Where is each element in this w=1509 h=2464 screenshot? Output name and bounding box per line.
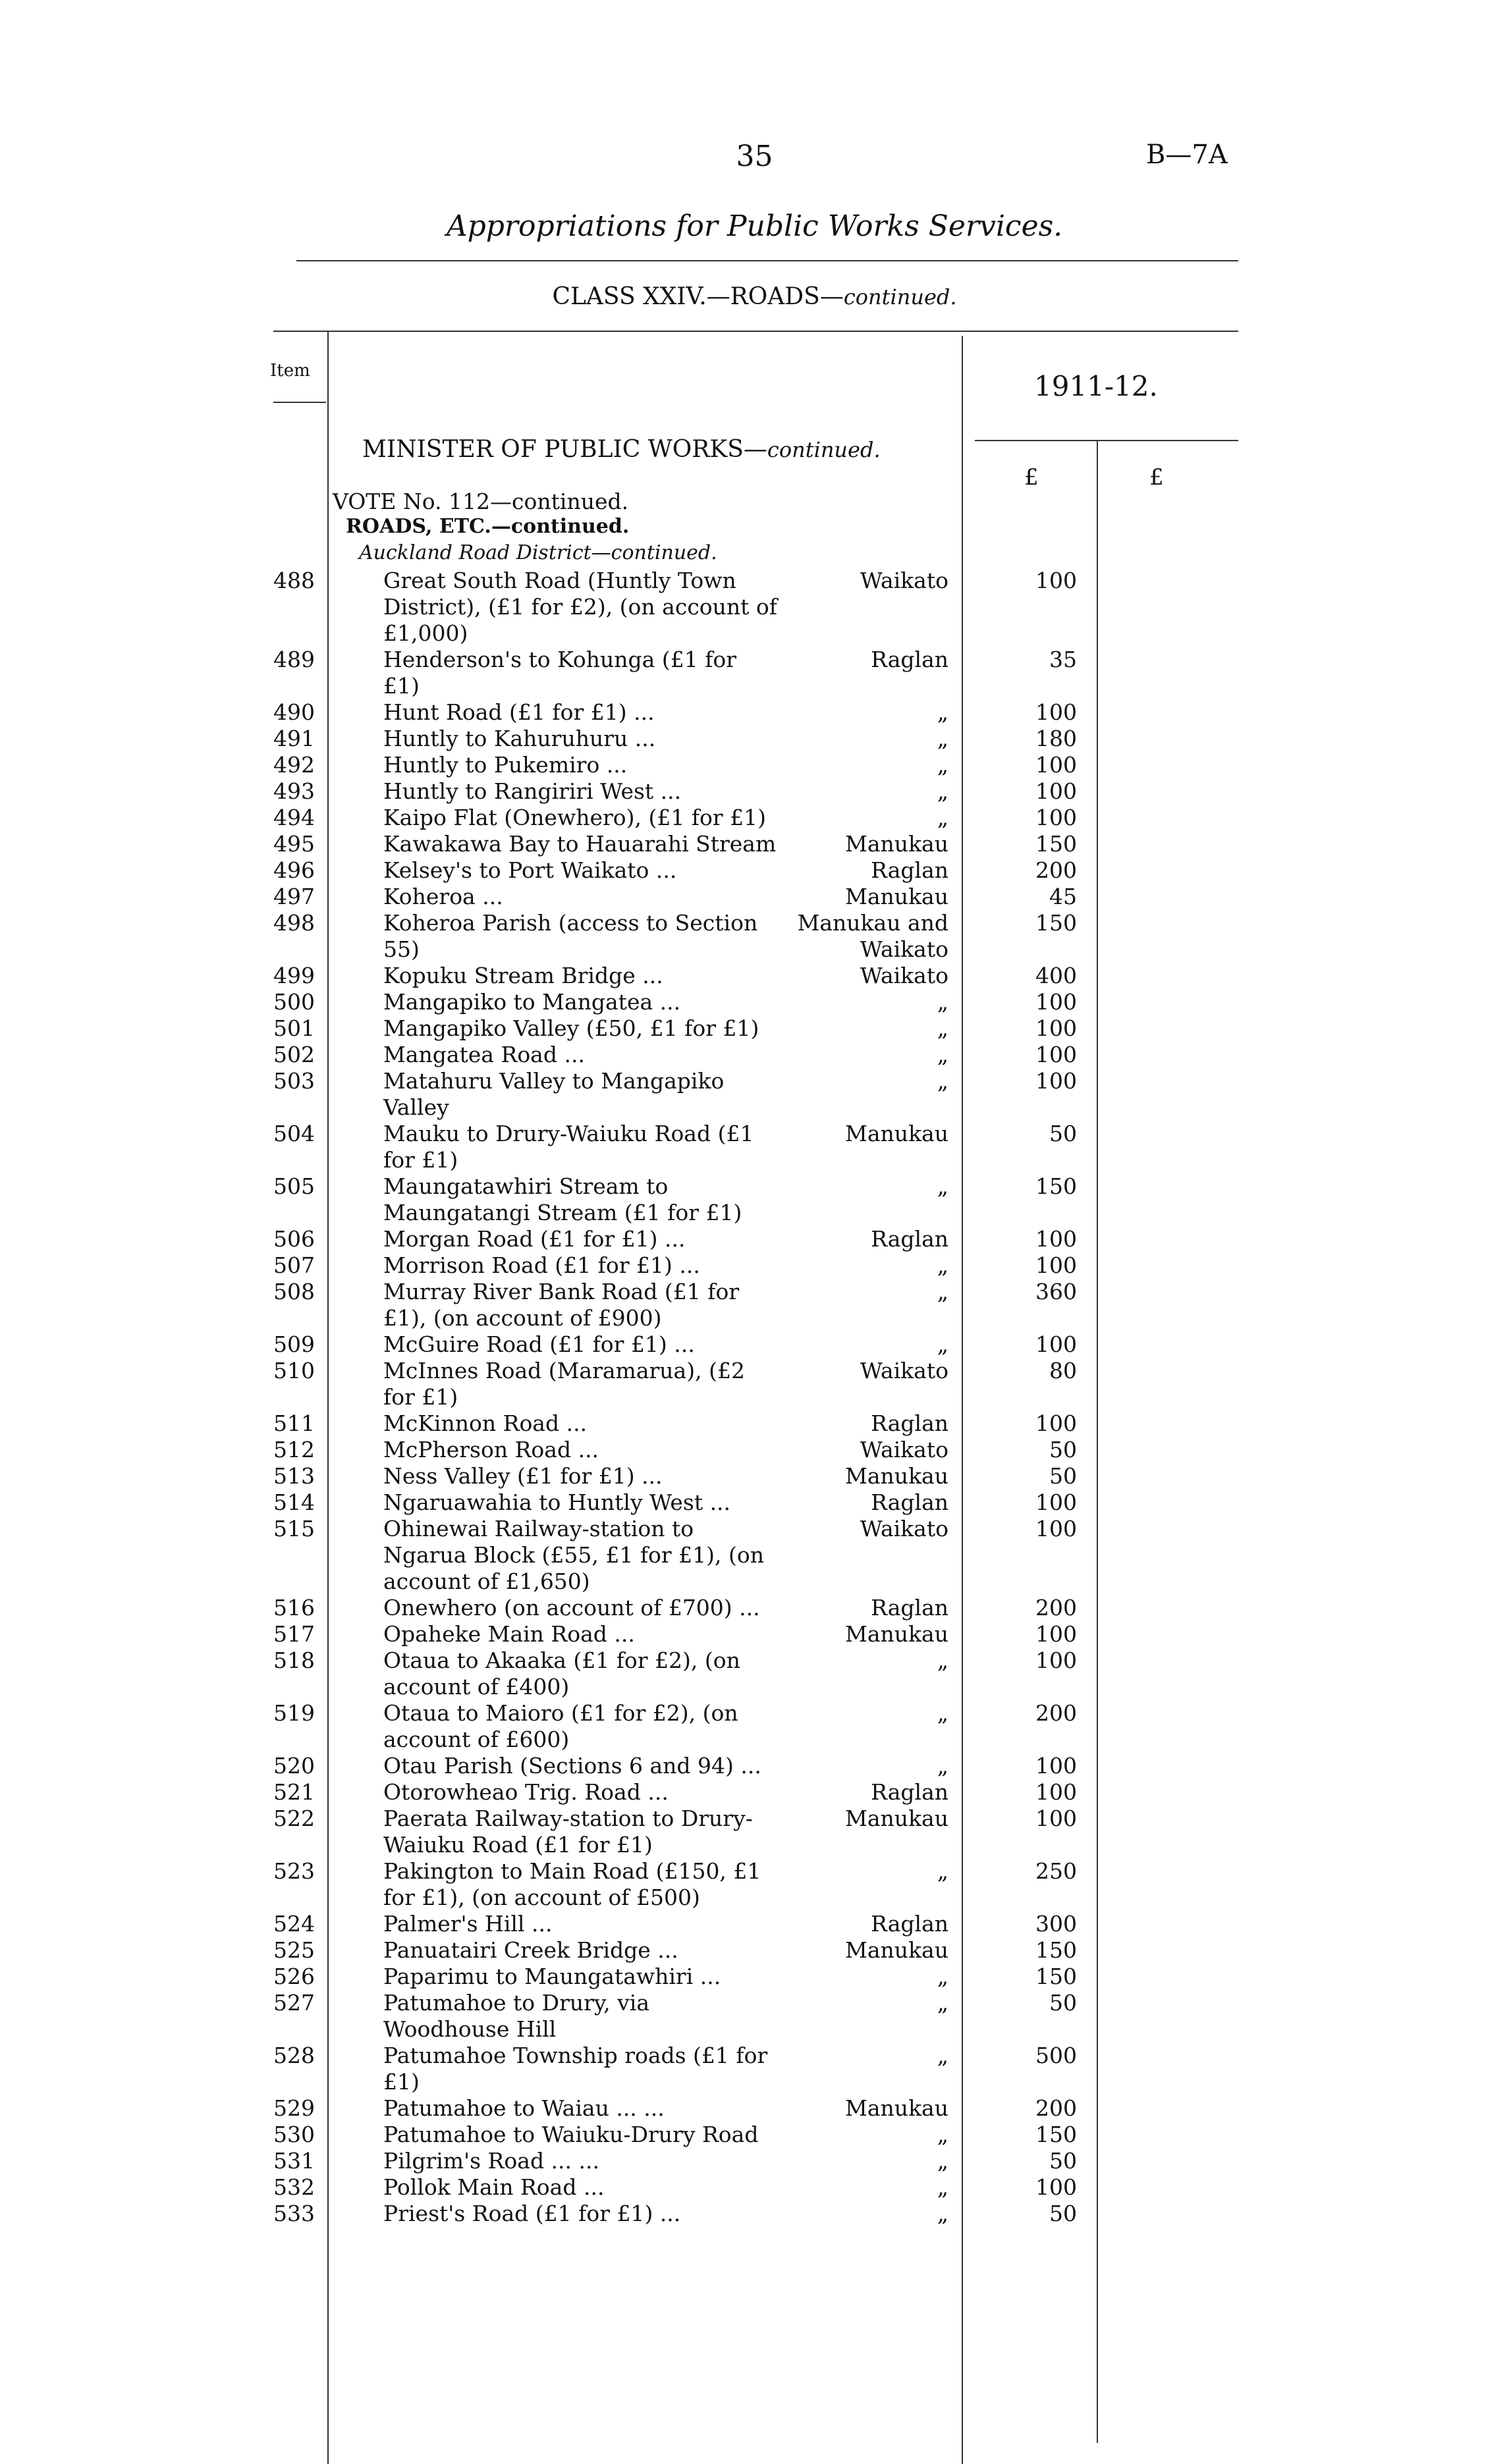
amount: 100 [1035,1015,1077,1041]
item-number: 507 [273,1252,315,1278]
document-reference: B—7A [1146,140,1228,170]
electoral-district: „ [937,1990,948,2016]
amount: 300 [1035,1911,1077,1937]
item-number: 504 [273,1121,315,1146]
item-number: 488 [273,568,315,593]
item-number: 499 [273,963,315,988]
electoral-district: Waikato [860,1358,948,1383]
item-number: 520 [273,1753,315,1779]
road-description: Patumahoe Township roads (£1 for £1) [383,2043,768,2095]
road-description: Pakington to Main Road (£150, £1 for £1), (on account of £500) [383,1858,761,1910]
electoral-district: Raglan [871,647,948,672]
amount: 150 [1035,910,1077,936]
amount: 100 [1035,1779,1077,1805]
electoral-district: „ [937,2201,948,2226]
item-number: 511 [273,1410,315,1436]
road-description: Paerata Railway-station to Drury-Waiuku Road (£1 for £1) [383,1806,753,1858]
ministry-heading [362,436,881,463]
electoral-district: „ [937,1964,948,1989]
road-description: Kawakawa Bay to Hauarahi Stream [383,831,777,857]
ministry-heading-main: MINISTER OF PUBLIC WORKS— [362,436,767,463]
item-number: 501 [273,1015,315,1041]
district-heading: Auckland Road District—continued. [359,541,717,564]
amount: 80 [1049,1358,1077,1383]
item-number: 508 [273,1279,315,1304]
electoral-district: „ [937,1042,948,1067]
amount: 500 [1035,2043,1077,2068]
electoral-district: „ [937,2148,948,2174]
ministry-heading-continued: continued. [767,437,881,462]
amount: 100 [1035,989,1077,1015]
amount: 100 [1035,1647,1077,1673]
item-number: 513 [273,1463,315,1489]
road-description: Ness Valley (£1 for £1) ... [383,1463,663,1489]
road-description: Kelsey's to Port Waikato ... [383,857,677,883]
amount: 45 [1049,884,1077,909]
item-number: 519 [273,1700,315,1726]
electoral-district: „ [937,989,948,1015]
amount: 100 [1035,1042,1077,1067]
amount: 200 [1035,1700,1077,1726]
road-description: McPherson Road ... [383,1437,599,1462]
amount: 180 [1035,726,1077,751]
road-description: Priest's Road (£1 for £1) ... [383,2201,681,2226]
electoral-district: Manukau [845,1621,948,1647]
pound-header-1: £ [1024,464,1039,491]
road-description: Onewhero (on account of £700) ... [383,1595,760,1620]
electoral-district: „ [937,726,948,751]
road-description: McKinnon Road ... [383,1410,588,1436]
item-number: 491 [273,726,315,751]
electoral-district: „ [937,1647,948,1673]
electoral-district: „ [937,1252,948,1278]
amount: 100 [1035,699,1077,725]
amount: 150 [1035,1964,1077,1989]
item-number: 506 [273,1226,315,1252]
road-description: Kaipo Flat (Onewhero), (£1 for £1) [383,805,767,830]
amount: 100 [1035,568,1077,593]
item-column-header: Item [270,361,310,381]
road-description: Patumahoe to Drury, via Woodhouse Hill [383,1990,650,2042]
road-description: McInnes Road (Maramarua), (£2 for £1) [383,1358,745,1410]
electoral-district: Raglan [871,1779,948,1805]
electoral-district: „ [937,2043,948,2068]
item-number: 490 [273,699,315,725]
electoral-district: „ [937,1331,948,1357]
table-top-rule [273,331,1238,332]
electoral-district: „ [937,1279,948,1304]
road-description: Otaua to Maioro (£1 for £2), (on account of £600) [383,1700,738,1752]
electoral-district: Raglan [871,1595,948,1620]
item-number: 493 [273,778,315,804]
road-description: Morrison Road (£1 for £1) ... [383,1252,700,1278]
road-description: McGuire Road (£1 for £1) ... [383,1331,695,1357]
item-number: 502 [273,1042,315,1067]
item-number: 533 [273,2201,315,2226]
road-description: Otaua to Akaaka (£1 for £2), (on account of £400) [383,1647,740,1700]
road-description: Opaheke Main Road ... [383,1621,635,1647]
class-heading [0,283,1509,310]
item-number: 489 [273,647,315,672]
road-description: Huntly to Pukemiro ... [383,752,628,778]
item-number: 515 [273,1516,315,1541]
electoral-district: Manukau [845,831,948,857]
electoral-district: Manukau [845,1463,948,1489]
amount: 100 [1035,1068,1077,1094]
road-description: Mangatea Road ... [383,1042,585,1067]
road-description: Patumahoe to Waiuku-Drury Road [383,2122,759,2147]
amount: 200 [1035,1595,1077,1620]
amount: 100 [1035,1489,1077,1515]
amount: 50 [1049,2148,1077,2174]
electoral-district: Raglan [871,1489,948,1515]
electoral-district: Manukau [845,2095,948,2121]
road-description: Ohinewai Railway-station to Ngarua Block (£55, £1 for £1), (on account of £1,650) [383,1516,765,1594]
item-number: 530 [273,2122,315,2147]
pound-header-2: £ [1149,464,1164,491]
item-number: 532 [273,2174,315,2200]
road-description: Kopuku Stream Bridge ... [383,963,663,988]
item-number: 529 [273,2095,315,2121]
amount: 50 [1049,1437,1077,1462]
electoral-district: „ [937,1173,948,1199]
road-description: Hunt Road (£1 for £1) ... [383,699,655,725]
road-description: Koheroa ... [383,884,503,909]
amount: 35 [1049,647,1077,672]
road-description: Maungatawhiri Stream to Maungatangi Stream (£1 for £1) [383,1173,742,1225]
item-number: 518 [273,1647,315,1673]
vote-heading: VOTE No. 112—continued. [333,489,629,514]
electoral-district: „ [937,1700,948,1726]
item-number: 510 [273,1358,315,1383]
amount: 50 [1049,2201,1077,2226]
amount: 150 [1035,1173,1077,1199]
roads-heading: ROADS, ETC.—continued. [346,515,630,538]
item-number: 498 [273,910,315,936]
amount: 100 [1035,778,1077,804]
item-number: 492 [273,752,315,778]
amount: 150 [1035,2122,1077,2147]
road-description: Mauku to Drury-Waiuku Road (£1 for £1) [383,1121,754,1173]
item-number: 531 [273,2148,315,2174]
amount: 100 [1035,1516,1077,1541]
amount: 250 [1035,1858,1077,1884]
item-number: 521 [273,1779,315,1805]
electoral-district: Waikato [860,963,948,988]
item-number: 522 [273,1806,315,1831]
road-description: Mangapiko Valley (£50, £1 for £1) [383,1015,759,1041]
amount: 50 [1049,1463,1077,1489]
item-number: 514 [273,1489,315,1515]
electoral-district: Raglan [871,1226,948,1252]
item-number: 495 [273,831,315,857]
road-description: Otau Parish (Sections 6 and 94) ... [383,1753,761,1779]
electoral-district: Waikato [860,568,948,593]
amount: 100 [1035,1806,1077,1831]
item-number: 497 [273,884,315,909]
electoral-district: Raglan [871,1911,948,1937]
class-heading-continued: continued. [843,284,957,309]
amount: 100 [1035,1252,1077,1278]
electoral-district: Manukau [845,1937,948,1963]
amount: 100 [1035,1226,1077,1252]
electoral-district: „ [937,1858,948,1884]
amount: 150 [1035,1937,1077,1963]
electoral-district: „ [937,805,948,830]
amount: 400 [1035,963,1077,988]
electoral-district: „ [937,2174,948,2200]
road-description: Otorowheao Trig. Road ... [383,1779,669,1805]
electoral-district: Manukau and Waikato [797,910,948,962]
road-description: Pilgrim's Road ... ... [383,2148,599,2174]
amount: 200 [1035,2095,1077,2121]
road-description: Ngaruawahia to Huntly West ... [383,1489,731,1515]
item-number: 525 [273,1937,315,1963]
electoral-district: „ [937,1753,948,1779]
amount: 100 [1035,1753,1077,1779]
year-head-rule [975,440,1238,441]
item-number: 528 [273,2043,315,2068]
item-number: 512 [273,1437,315,1462]
electoral-district: „ [937,752,948,778]
electoral-district: Manukau [845,884,948,909]
electoral-district: Raglan [871,857,948,883]
electoral-district: Manukau [845,1121,948,1146]
electoral-district: Raglan [871,1410,948,1436]
road-description: Huntly to Kahuruhuru ... [383,726,656,751]
road-description: Henderson's to Kohunga (£1 for £1) [383,647,737,699]
amount: 100 [1035,752,1077,778]
page-title: Appropriations for Public Works Services. [446,209,1063,243]
amount: 100 [1035,2174,1077,2200]
road-description: Morgan Road (£1 for £1) ... [383,1226,686,1252]
electoral-district: „ [937,1068,948,1094]
electoral-district: „ [937,2122,948,2147]
road-description: Murray River Bank Road (£1 for £1), (on account of £900) [383,1279,740,1331]
amount-split-line [1097,440,1098,2443]
amount: 50 [1049,1121,1077,1146]
item-number: 505 [273,1173,315,1199]
class-heading-main: CLASS XXIV.—ROADS— [552,283,844,310]
road-description: Koheroa Parish (access to Section 55) [383,910,758,962]
amount: 100 [1035,1410,1077,1436]
year-column-header: 1911-12. [1034,370,1158,402]
road-description: Paparimu to Maungatawhiri ... [383,1964,721,1989]
electoral-district: Waikato [860,1437,948,1462]
amount-column-line [962,336,963,2464]
amount: 200 [1035,857,1077,883]
road-description: Huntly to Rangiriri West ... [383,778,682,804]
item-number: 509 [273,1331,315,1357]
item-number: 524 [273,1911,315,1937]
electoral-district: Manukau [845,1806,948,1831]
road-description: Great South Road (Huntly Town District), (£1 for £2), (on account of £1,000) [383,568,778,646]
electoral-district: „ [937,1015,948,1041]
item-number: 516 [273,1595,315,1620]
item-number: 500 [273,989,315,1015]
road-description: Pollok Main Road ... [383,2174,605,2200]
item-number: 527 [273,1990,315,2016]
item-number: 494 [273,805,315,830]
item-number: 517 [273,1621,315,1647]
amount: 150 [1035,831,1077,857]
road-description: Matahuru Valley to Mangapiko Valley [383,1068,725,1120]
divider [296,260,1238,261]
amount: 100 [1035,1331,1077,1357]
item-number: 523 [273,1858,315,1884]
item-column-line [327,331,329,2464]
item-number: 526 [273,1964,315,1989]
amount: 100 [1035,1621,1077,1647]
amount: 360 [1035,1279,1077,1304]
amount: 50 [1049,1990,1077,2016]
electoral-district: Waikato [860,1516,948,1541]
electoral-district: „ [937,778,948,804]
amount: 100 [1035,805,1077,830]
page-number: 35 [736,140,773,173]
item-head-rule [273,402,326,403]
item-number: 496 [273,857,315,883]
road-description: Patumahoe to Waiau ... ... [383,2095,665,2121]
road-description: Mangapiko to Mangatea ... [383,989,681,1015]
electoral-district: „ [937,699,948,725]
road-description: Palmer's Hill ... [383,1911,553,1937]
road-description: Panuatairi Creek Bridge ... [383,1937,678,1963]
item-number: 503 [273,1068,315,1094]
